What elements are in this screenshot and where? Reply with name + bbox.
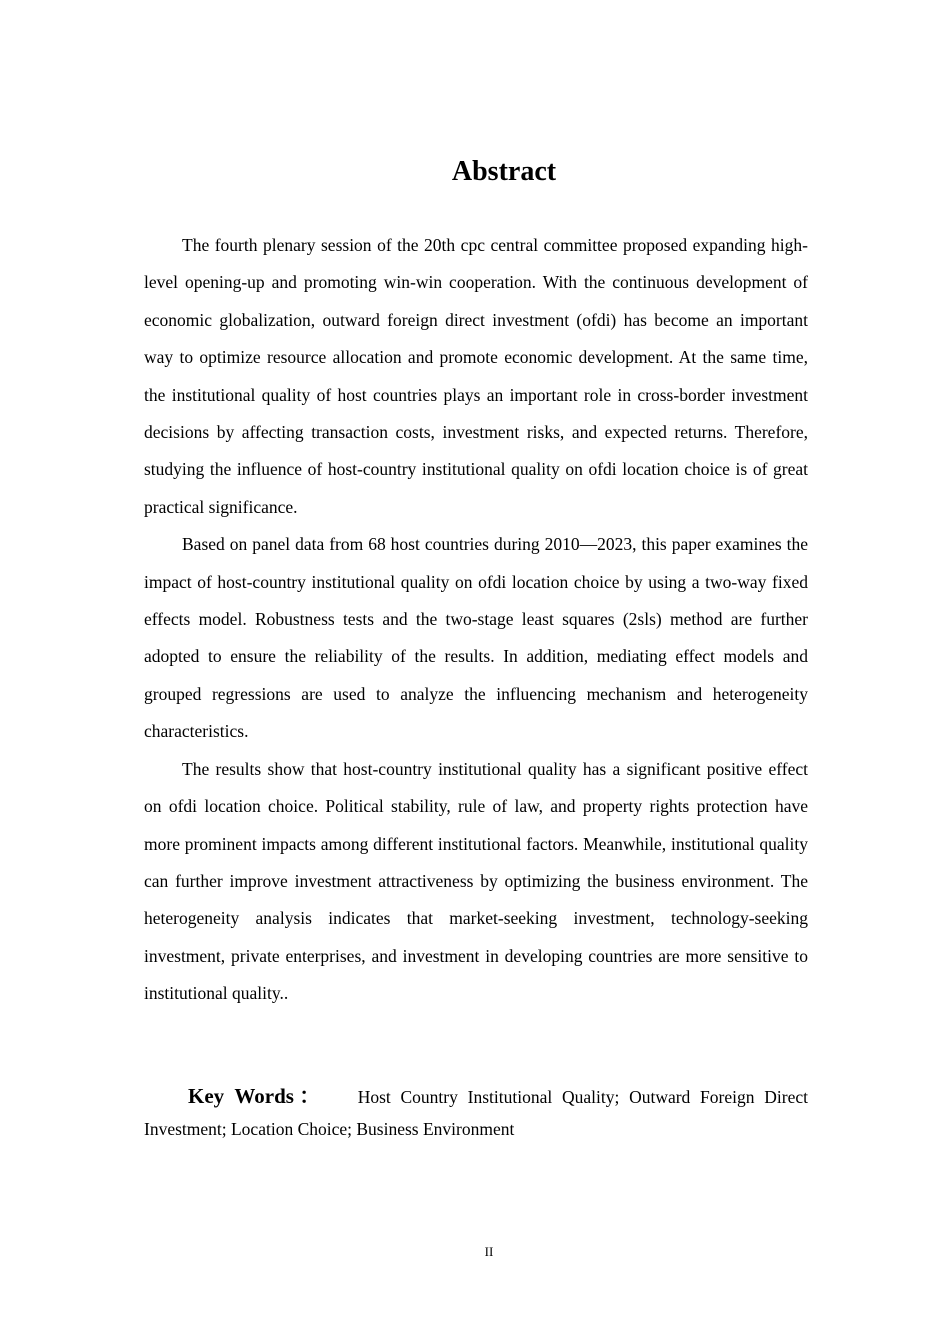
abstract-body — [144, 227, 808, 1013]
page-number: II — [484, 1244, 494, 1259]
keywords-label: Key Words： — [188, 1084, 326, 1108]
abstract-title: Abstract — [451, 156, 557, 187]
abstract-paragraph-3: The results show that host-country institutional quality has a significant positive effect on ofdi location choice. Political stability, rule of law, and property rights protection have more prominent impacts among different institutional factors. Meanwhile, institutional quality can further improve investment attractiveness by optimizing the business environment. The heterogeneity analysis indicates that market-seeking investment, technology-seeking investment, private enterprises, and investment in developing countries are more sensitive to institutional quality.. — [144, 758, 808, 1004]
abstract-paragraph-2: Based on panel data from 68 host countries during 2010—2023, this paper examines the impact of host-country institutional quality on ofdi location choice by using a two-way fixed effects model. Robustness tests and the two-stage least squares (2sls) method are further adopted to ensure the reliability of the results. In addition, mediating effect models and grouped regressions are used to analyze the influencing mechanism and heterogeneity characteristics. — [144, 534, 808, 742]
keywords-text: Host Country Institutional Quality; Outward Foreign Direct Investment; Location Choice; Business Environment — [144, 1087, 808, 1139]
abstract-paragraph-1: The fourth plenary session of the 20th cpc central committee proposed expanding high-level opening-up and promoting win-win cooperation. With the continuous development of economic globalization, outward foreign direct investment (ofdi) has become an important way to optimize resource allocation and promote economic development. At the same time, the institutional quality of host countries plays an important role in cross-border investment decisions by affecting transaction costs, investment risks, and expected returns. Therefore, studying the influence of host-country institutional quality on ofdi location choice is of great practical significance. — [144, 235, 808, 517]
keywords-section — [144, 1080, 808, 1145]
